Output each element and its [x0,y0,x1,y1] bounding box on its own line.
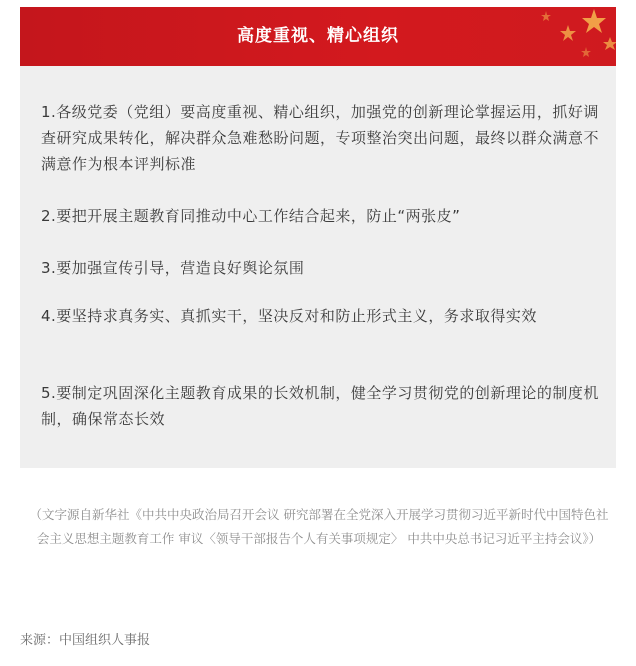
list-item-4: 4.要坚持求真务实、真抓实干，坚决反对和防止形式主义，务求取得实效 [41,307,537,325]
title-banner [20,7,616,66]
list-item-1: 1.各级党委（党组）要高度重视、精心组织，加强党的创新理论掌握运用，抓好调查研究成果转化，解决群众急难愁盼问题，专项整治突出问题，最终以群众满意不满意作为根本评判标准 [41,103,600,173]
source-caption: （文字源自新华社《中共中央政治局召开会议 研究部署在全党深入开展学习贯彻习近平新时代中国特色社会主义思想主题教育工作 审议〈领导干部报告个人有关事项规定〉 中共中央总书记习近平主持会议》） [29,507,609,546]
source-line: 来源：中国组织人事报 [20,633,151,648]
list-item-5: 5.要制定巩固深化主题教育成果的长效机制，健全学习贯彻党的创新理论的制度机制，确保常态长效 [41,384,599,428]
content-box [20,66,616,468]
list-item-2: 2.要把开展主题教育同推动中心工作结合起来，防止“两张皮” [41,207,461,225]
list-item-3: 3.要加强宣传引导，营造良好舆论氛围 [41,259,305,277]
banner-title: 高度重视、精心组织 [237,26,399,46]
